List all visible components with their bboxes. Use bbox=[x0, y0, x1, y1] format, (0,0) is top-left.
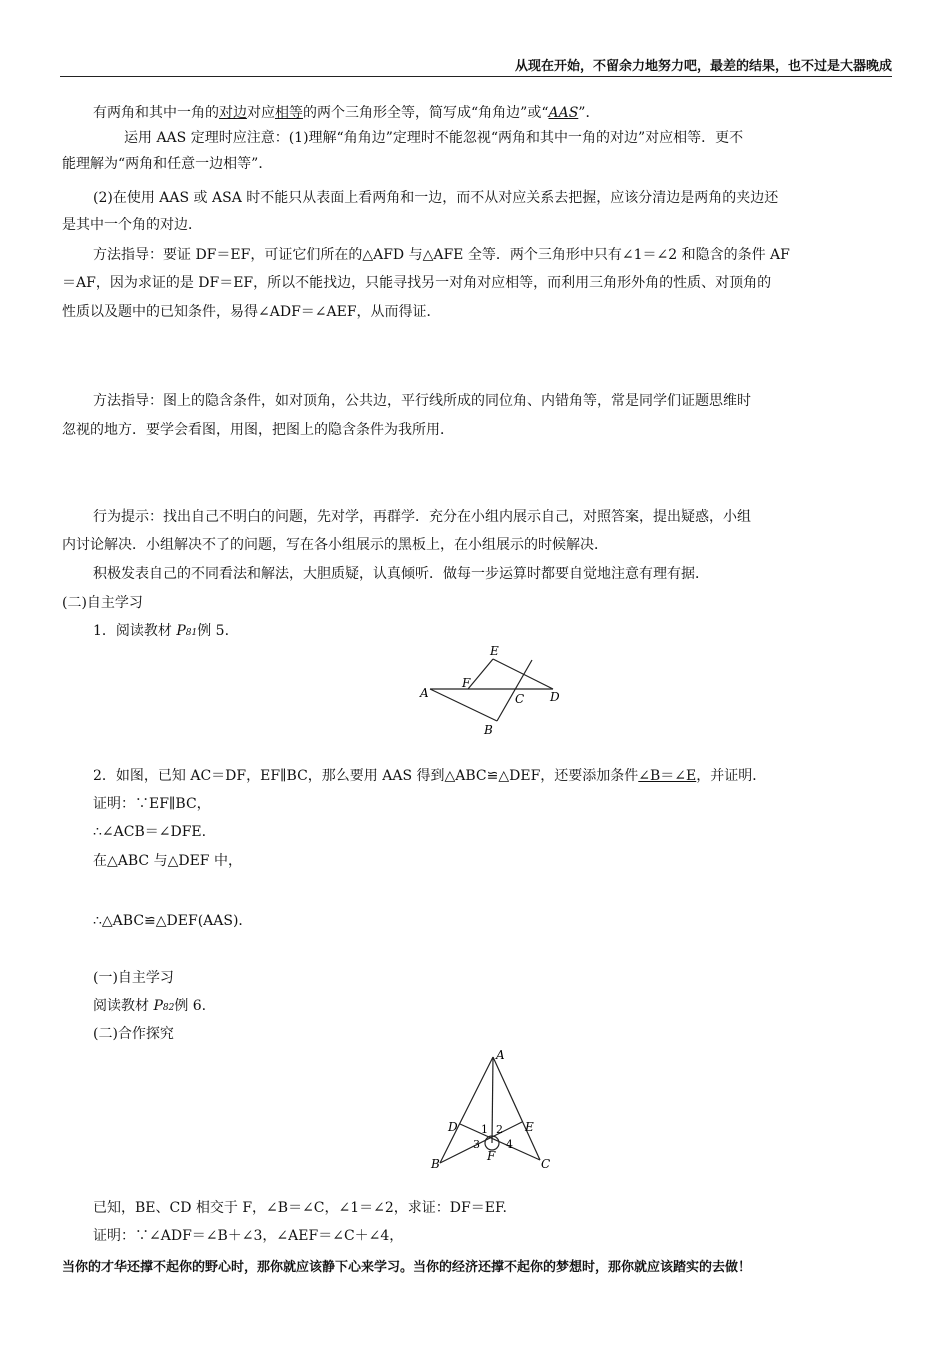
text-line: 内讨论解决．小组解决不了的问题，写在各小组展示的黑板上，在小组展示的时候解决． bbox=[62, 537, 608, 553]
angle-label-2: 2 bbox=[496, 1123, 503, 1136]
point-label-d: D bbox=[448, 1120, 458, 1134]
text-line: 方法指导：要证 DF＝EF，可证它们所在的△AFD 与△AFE 全等．两个三角形中只有∠1＝∠2 和隐含的条件 AF bbox=[93, 247, 790, 263]
point-label-e: E bbox=[490, 644, 499, 658]
aas-definition: 有两角和其中一角的对边对应相等的两个三角形全等，简写成“角角边”或“AAS”． bbox=[93, 105, 600, 121]
point-label-a: A bbox=[496, 1048, 505, 1062]
text-line: 性质以及题中的已知条件，易得∠ADF＝∠AEF，从而得证． bbox=[62, 304, 441, 320]
page-footer: 当你的才华还撑不起你的野心时，那你就应该静下心来学习。当你的经济还撑不起你的梦想时，那你就应该踏实的去做！ bbox=[62, 1260, 752, 1275]
proof-line: ∴△ABC≌△DEF(AAS)． bbox=[93, 913, 253, 929]
point-label-b: B bbox=[484, 723, 493, 737]
angle-label-1: 1 bbox=[481, 1123, 488, 1136]
proof-line: 证明：∵EF∥BC， bbox=[93, 796, 211, 812]
page-header: 从现在开始，不留余力地努力吧，最差的结果，也不过是大器晚成 bbox=[60, 58, 892, 77]
text-line: 积极发表自己的不同看法和解法，大胆质疑，认真倾听．做每一步运算时都要自觉地注意有理有据． bbox=[93, 566, 709, 582]
text-line: 是其中一个角的对边． bbox=[62, 217, 202, 233]
figure-2 bbox=[425, 1045, 555, 1175]
text-line: 方法指导：图上的隐含条件，如对顶角，公共边，平行线所成的同位角、内错角等，常是同学们证题思维时 bbox=[93, 393, 751, 409]
section-heading: (二)自主学习 bbox=[62, 595, 143, 611]
exercise-2: 2．如图，已知 AC＝DF，EF∥BC，那么要用 AAS 得到△ABC≌△DEF，还要添加条件∠B＝∠E，并证明． bbox=[93, 768, 767, 784]
text-line: 忽视的地方．要学会看图，用图，把图上的隐含条件为我所用． bbox=[62, 422, 454, 438]
point-label-d: D bbox=[550, 690, 560, 704]
text-line: 能理解为“两角和任意一边相等”． bbox=[62, 156, 273, 172]
point-label-e: E bbox=[525, 1120, 534, 1134]
point-label-b: B bbox=[431, 1157, 440, 1171]
text-line: ＝AF，因为求证的是 DF＝EF，所以不能找边，只能寻找另一对角对应相等，而利用三角形外角的性质、对顶角的 bbox=[62, 275, 772, 291]
reading-task: 阅读教材 P82例 6. bbox=[93, 998, 207, 1014]
proof-line: 证明：∵∠ADF＝∠B＋∠3，∠AEF＝∠C＋∠4， bbox=[93, 1228, 404, 1244]
proof-line: 在△ABC 与△DEF 中， bbox=[93, 853, 242, 869]
proof-line: ∴∠ACB＝∠DFE. bbox=[93, 824, 207, 840]
point-label-f: F bbox=[487, 1149, 496, 1163]
problem-statement: 已知，BE、CD 相交于 F，∠B＝∠C，∠1＝∠2，求证：DF＝EF. bbox=[93, 1200, 507, 1216]
section-heading: (一)自主学习 bbox=[93, 970, 174, 986]
exercise-1: 1．阅读教材 P81例 5. bbox=[93, 623, 230, 639]
text-line: (2)在使用 AAS 或 ASA 时不能只从表面上看两角和一边，而不从对应关系去把握，应该分清边是两角的夹边还 bbox=[93, 190, 779, 206]
point-label-c: C bbox=[515, 692, 525, 706]
point-label-a: A bbox=[420, 686, 429, 700]
angle-label-3: 3 bbox=[473, 1138, 480, 1151]
point-label-f: F bbox=[462, 676, 471, 690]
section-heading: (二)合作探究 bbox=[93, 1026, 174, 1042]
text-line: 行为提示：找出自己不明白的问题，先对学，再群学．充分在小组内展示自己，对照答案，提出疑惑，小组 bbox=[93, 509, 751, 525]
figure-1 bbox=[410, 638, 585, 738]
text-line: 运用 AAS 定理时应注意：(1)理解“角角边”定理时不能忽视“两角和其中一角的对边”对应相等．更不 bbox=[124, 130, 744, 146]
angle-label-4: 4 bbox=[506, 1138, 513, 1151]
point-label-c: C bbox=[541, 1157, 551, 1171]
